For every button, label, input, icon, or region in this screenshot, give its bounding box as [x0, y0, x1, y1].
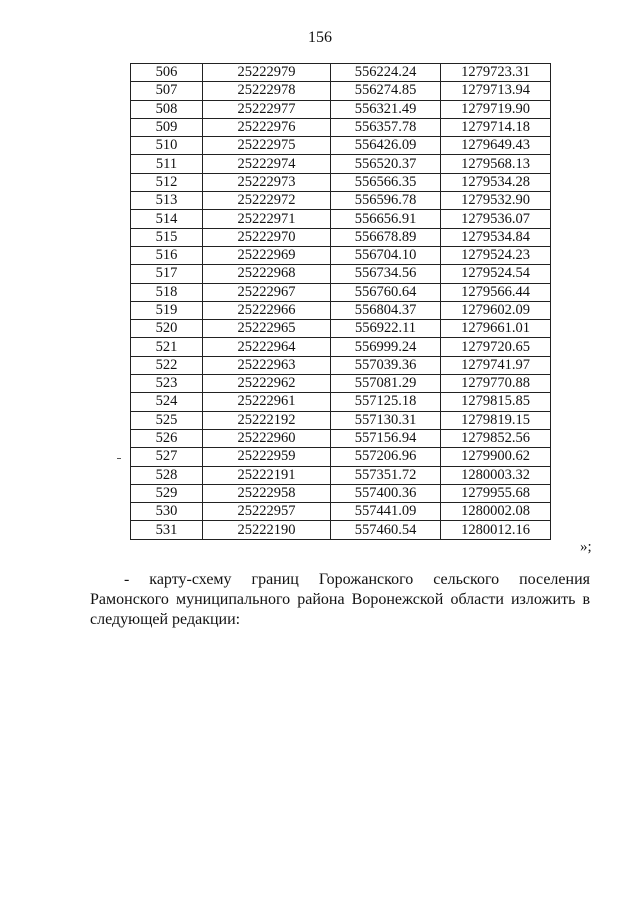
x-coordinate-cell: 556999.24	[331, 338, 441, 356]
table-row	[131, 82, 551, 100]
table-row	[131, 246, 551, 264]
table-row	[131, 100, 551, 118]
y-coordinate-cell: 1279532.90	[441, 192, 551, 210]
row-number-cell: 528	[131, 466, 203, 484]
y-coordinate-cell: 1279534.84	[441, 228, 551, 246]
x-coordinate-cell: 556274.85	[331, 82, 441, 100]
point-id-cell: 25222192	[203, 411, 331, 429]
y-coordinate-cell: 1279524.23	[441, 246, 551, 264]
table-row	[131, 210, 551, 228]
point-id-cell: 25222960	[203, 429, 331, 447]
y-coordinate-cell: 1279719.90	[441, 100, 551, 118]
scan-speck	[117, 458, 121, 459]
table-row	[131, 356, 551, 374]
y-coordinate-cell: 1279741.97	[441, 356, 551, 374]
row-number-cell: 520	[131, 320, 203, 338]
x-coordinate-cell: 557460.54	[331, 521, 441, 539]
y-coordinate-cell: 1279770.88	[441, 375, 551, 393]
x-coordinate-cell: 557156.94	[331, 429, 441, 447]
x-coordinate-cell: 557125.18	[331, 393, 441, 411]
table-row	[131, 265, 551, 283]
row-number-cell: 508	[131, 100, 203, 118]
x-coordinate-cell: 556922.11	[331, 320, 441, 338]
point-id-cell: 25222970	[203, 228, 331, 246]
row-number-cell: 530	[131, 503, 203, 521]
row-number-cell: 531	[131, 521, 203, 539]
row-number-cell: 513	[131, 192, 203, 210]
point-id-cell: 25222190	[203, 521, 331, 539]
point-id-cell: 25222969	[203, 246, 331, 264]
point-id-cell: 25222973	[203, 173, 331, 191]
y-coordinate-cell: 1279534.28	[441, 173, 551, 191]
x-coordinate-cell: 556596.78	[331, 192, 441, 210]
y-coordinate-cell: 1279852.56	[441, 429, 551, 447]
point-id-cell: 25222975	[203, 137, 331, 155]
table-row	[131, 338, 551, 356]
point-id-cell: 25222968	[203, 265, 331, 283]
point-id-cell: 25222961	[203, 393, 331, 411]
point-id-cell: 25222972	[203, 192, 331, 210]
page-number: 156	[308, 29, 332, 46]
row-number-cell: 518	[131, 283, 203, 301]
row-number-cell: 529	[131, 484, 203, 502]
y-coordinate-cell: 1279524.54	[441, 265, 551, 283]
y-coordinate-cell: 1279815.85	[441, 393, 551, 411]
point-id-cell: 25222967	[203, 283, 331, 301]
x-coordinate-cell: 556656.91	[331, 210, 441, 228]
table-row	[131, 411, 551, 429]
table-row	[131, 484, 551, 502]
point-id-cell: 25222978	[203, 82, 331, 100]
table-row	[131, 466, 551, 484]
closing-quote-mark: »;	[580, 539, 592, 555]
point-id-cell: 25222966	[203, 301, 331, 319]
table-row	[131, 320, 551, 338]
point-id-cell: 25222963	[203, 356, 331, 374]
x-coordinate-cell: 556704.10	[331, 246, 441, 264]
point-id-cell: 25222979	[203, 64, 331, 82]
row-number-cell: 521	[131, 338, 203, 356]
coordinates-table-body	[131, 64, 551, 540]
table-row	[131, 173, 551, 191]
coordinates-table	[130, 63, 551, 540]
table-row	[131, 521, 551, 539]
y-coordinate-cell: 1280002.08	[441, 503, 551, 521]
table-row	[131, 137, 551, 155]
table-row	[131, 192, 551, 210]
x-coordinate-cell: 556357.78	[331, 118, 441, 136]
point-id-cell: 25222957	[203, 503, 331, 521]
row-number-cell: 515	[131, 228, 203, 246]
row-number-cell: 522	[131, 356, 203, 374]
row-number-cell: 510	[131, 137, 203, 155]
table-row	[131, 301, 551, 319]
row-number-cell: 511	[131, 155, 203, 173]
y-coordinate-cell: 1279566.44	[441, 283, 551, 301]
body-paragraph: - карту-схему границ Горожанского сельского поселения Рамонского муниципального района Воронежской области изложить в следующей редакции:	[90, 571, 590, 628]
x-coordinate-cell: 556426.09	[331, 137, 441, 155]
table-row	[131, 155, 551, 173]
point-id-cell: 25222971	[203, 210, 331, 228]
row-number-cell: 516	[131, 246, 203, 264]
table-row	[131, 228, 551, 246]
x-coordinate-cell: 556224.24	[331, 64, 441, 82]
table-row	[131, 283, 551, 301]
y-coordinate-cell: 1279955.68	[441, 484, 551, 502]
y-coordinate-cell: 1279661.01	[441, 320, 551, 338]
row-number-cell: 519	[131, 301, 203, 319]
point-id-cell: 25222965	[203, 320, 331, 338]
row-number-cell: 509	[131, 118, 203, 136]
x-coordinate-cell: 557441.09	[331, 503, 441, 521]
row-number-cell: 514	[131, 210, 203, 228]
point-id-cell: 25222964	[203, 338, 331, 356]
table-row	[131, 393, 551, 411]
x-coordinate-cell: 557400.36	[331, 484, 441, 502]
y-coordinate-cell: 1280012.16	[441, 521, 551, 539]
point-id-cell: 25222191	[203, 466, 331, 484]
row-number-cell: 525	[131, 411, 203, 429]
y-coordinate-cell: 1279602.09	[441, 301, 551, 319]
point-id-cell: 25222977	[203, 100, 331, 118]
row-number-cell: 512	[131, 173, 203, 191]
x-coordinate-cell: 556734.56	[331, 265, 441, 283]
y-coordinate-cell: 1279649.43	[441, 137, 551, 155]
point-id-cell: 25222974	[203, 155, 331, 173]
row-number-cell: 524	[131, 393, 203, 411]
y-coordinate-cell: 1279819.15	[441, 411, 551, 429]
row-number-cell: 526	[131, 429, 203, 447]
x-coordinate-cell: 557206.96	[331, 448, 441, 466]
table-row	[131, 503, 551, 521]
x-coordinate-cell: 557130.31	[331, 411, 441, 429]
x-coordinate-cell: 556678.89	[331, 228, 441, 246]
x-coordinate-cell: 556321.49	[331, 100, 441, 118]
x-coordinate-cell: 556760.64	[331, 283, 441, 301]
x-coordinate-cell: 557351.72	[331, 466, 441, 484]
y-coordinate-cell: 1279713.94	[441, 82, 551, 100]
y-coordinate-cell: 1279568.13	[441, 155, 551, 173]
y-coordinate-cell: 1279720.65	[441, 338, 551, 356]
x-coordinate-cell: 557081.29	[331, 375, 441, 393]
row-number-cell: 507	[131, 82, 203, 100]
y-coordinate-cell: 1279536.07	[441, 210, 551, 228]
point-id-cell: 25222962	[203, 375, 331, 393]
table-row	[131, 375, 551, 393]
row-number-cell: 523	[131, 375, 203, 393]
table-row	[131, 118, 551, 136]
x-coordinate-cell: 556520.37	[331, 155, 441, 173]
x-coordinate-cell: 557039.36	[331, 356, 441, 374]
point-id-cell: 25222958	[203, 484, 331, 502]
point-id-cell: 25222959	[203, 448, 331, 466]
row-number-cell: 527	[131, 448, 203, 466]
row-number-cell: 517	[131, 265, 203, 283]
y-coordinate-cell: 1280003.32	[441, 466, 551, 484]
row-number-cell: 506	[131, 64, 203, 82]
point-id-cell: 25222976	[203, 118, 331, 136]
y-coordinate-cell: 1279723.31	[441, 64, 551, 82]
table-row	[131, 64, 551, 82]
table-row	[131, 448, 551, 466]
y-coordinate-cell: 1279714.18	[441, 118, 551, 136]
x-coordinate-cell: 556566.35	[331, 173, 441, 191]
y-coordinate-cell: 1279900.62	[441, 448, 551, 466]
x-coordinate-cell: 556804.37	[331, 301, 441, 319]
table-row	[131, 429, 551, 447]
